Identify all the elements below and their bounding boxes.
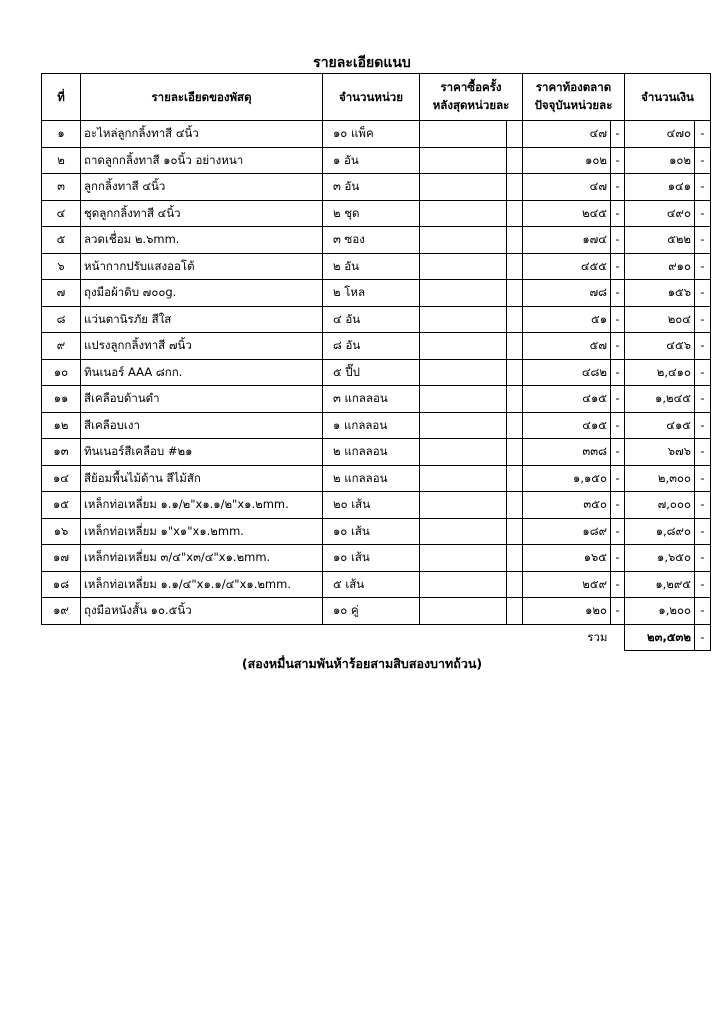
row-last-price [420,253,507,280]
row-amount: ๑๐๒ [625,147,695,174]
row-qty: ๑ อัน [323,147,420,174]
row-market-price-dash: - [611,333,625,360]
row-last-price-dash [507,518,523,545]
row-last-price [420,333,507,360]
row-desc: ลวดเชื่อม ๒.๖mm. [81,227,323,254]
row-qty: ๑๐ คู่ [323,598,420,625]
row-desc: ทินเนอร์ AAA ๘กก. [81,359,323,386]
row-amount: ๔๙๐ [625,200,695,227]
table-row [42,227,711,254]
row-last-price-dash [507,333,523,360]
row-market-price: ๕๑ [523,306,611,333]
row-market-price: ๔๑๕ [523,412,611,439]
row-amount: ๑,๖๕๐ [625,545,695,572]
row-desc: เหล็กท่อเหลี่ยม ๑.๑/๒"x๑.๑/๒"x๑.๒mm. [81,492,323,519]
row-last-price [420,359,507,386]
row-market-price-dash: - [611,306,625,333]
total-dash: - [695,624,711,651]
table-row [42,280,711,307]
row-last-price [420,412,507,439]
row-last-price-dash [507,545,523,572]
row-market-price: ๕๗ [523,333,611,360]
header-market-price-line2: ปัจจุบันหน่วยละ [534,98,613,112]
row-amount-dash: - [695,280,711,307]
row-qty: ๒ แกลลอน [323,439,420,466]
row-desc: แว่นตานิรภัย สีใส [81,306,323,333]
row-amount: ๗,๐๐๐ [625,492,695,519]
row-amount-dash: - [695,253,711,280]
row-amount: ๑๕๖ [625,280,695,307]
row-market-price-dash: - [611,359,625,386]
row-amount-dash: - [695,439,711,466]
row-last-price [420,439,507,466]
row-amount: ๑,๒๙๕ [625,571,695,598]
row-market-price: ๓๕๐ [523,492,611,519]
table-header-row [42,74,711,121]
row-amount: ๑,๒๔๕ [625,386,695,413]
row-market-price-dash: - [611,492,625,519]
row-market-price-dash: - [611,174,625,201]
table-row [42,121,711,148]
document-title: รายละเอียดแนบ [313,55,411,71]
row-no: ๒ [42,147,81,174]
row-amount: ๙๑๐ [625,253,695,280]
row-qty: ๔ อัน [323,306,420,333]
row-qty: ๒ โหล [323,280,420,307]
row-desc: สีย้อมพื้นไม้ด้าน สีไม้สัก [81,465,323,492]
row-desc: ชุดลูกกลิ้งทาสี ๔นิ้ว [81,200,323,227]
row-no: ๑๒ [42,412,81,439]
row-no: ๑๗ [42,545,81,572]
row-desc: หน้ากากปรับแสงออโต้ [81,253,323,280]
row-market-price-dash: - [611,545,625,572]
row-last-price [420,227,507,254]
row-market-price-dash: - [611,121,625,148]
header-no: ที่ [42,74,81,121]
row-market-price-dash: - [611,227,625,254]
row-qty: ๓ แกลลอน [323,386,420,413]
row-market-price: ๑๗๔ [523,227,611,254]
table-row [42,465,711,492]
row-qty: ๑ แกลลอน [323,412,420,439]
total-label: รวม [587,630,608,645]
table-row [42,174,711,201]
row-amount: ๒,๔๑๐ [625,359,695,386]
row-no: ๑๕ [42,492,81,519]
row-amount-dash: - [695,359,711,386]
row-desc: ทินเนอร์สีเคลือบ #๒๑ [81,439,323,466]
row-no: ๗ [42,280,81,307]
row-market-price: ๑๖๕ [523,545,611,572]
row-last-price-dash [507,280,523,307]
row-amount-dash: - [695,200,711,227]
table-body [42,121,711,625]
row-qty: ๕ เส้น [323,571,420,598]
row-last-price [420,571,507,598]
table-row [42,439,711,466]
row-qty: ๒ อัน [323,253,420,280]
row-amount: ๕๒๒ [625,227,695,254]
row-amount-dash: - [695,174,711,201]
total-row [42,624,711,651]
row-market-price: ๗๘ [523,280,611,307]
row-no: ๑๑ [42,386,81,413]
table-row [42,147,711,174]
row-market-price-dash: - [611,598,625,625]
row-desc: อะไหล่ลูกกลิ้งทาสี ๔นิ้ว [81,121,323,148]
row-last-price-dash [507,121,523,148]
header-market-price-line1: ราคาท้องตลาด [535,80,612,95]
row-desc: ถุงมือผ้าดิบ ๗๐๐g. [81,280,323,307]
header-qty: จำนวนหน่วย [323,74,420,121]
row-qty: ๘ อัน [323,333,420,360]
row-amount-dash: - [695,518,711,545]
header-desc: รายละเอียดของพัสดุ [81,74,323,121]
row-last-price-dash [507,386,523,413]
row-market-price-dash: - [611,253,625,280]
row-desc: ลูกกลิ้งทาสี ๔นิ้ว [81,174,323,201]
row-amount-dash: - [695,306,711,333]
row-last-price [420,121,507,148]
row-amount: ๔๑๕ [625,412,695,439]
table-row [42,571,711,598]
row-no: ๑๔ [42,465,81,492]
row-last-price [420,306,507,333]
row-qty: ๑๐ เส้น [323,518,420,545]
header-last-price-line1: ราคาซื้อครั้ง [440,80,502,95]
row-no: ๑๖ [42,518,81,545]
row-no: ๓ [42,174,81,201]
row-amount-dash: - [695,121,711,148]
amount-in-words: (สองหมื่นสามพันห้าร้อยสามสิบสองบาทถ้วน) [241,656,483,671]
row-amount: ๒,๓๐๐ [625,465,695,492]
row-market-price: ๔๗ [523,121,611,148]
table-row [42,359,711,386]
row-last-price-dash [507,492,523,519]
row-desc: ถุงมือหนังสั้น ๑๐.๕นิ้ว [81,598,323,625]
header-last-price [420,74,523,121]
row-desc: สีเคลือบเงา [81,412,323,439]
header-market-price [523,74,625,121]
row-last-price [420,147,507,174]
table-row [42,253,711,280]
row-desc: เหล็กท่อเหลี่ยม ๑"x๑"x๑.๒mm. [81,518,323,545]
row-market-price-dash: - [611,280,625,307]
row-market-price: ๔๕๕ [523,253,611,280]
row-no: ๑ [42,121,81,148]
row-no: ๕ [42,227,81,254]
row-amount-dash: - [695,571,711,598]
row-qty: ๑๐ เส้น [323,545,420,572]
row-qty: ๓ อัน [323,174,420,201]
row-amount: ๑๔๑ [625,174,695,201]
row-qty: ๒๐ เส้น [323,492,420,519]
row-last-price [420,518,507,545]
row-market-price: ๔๑๕ [523,386,611,413]
row-last-price [420,200,507,227]
row-no: ๑๘ [42,571,81,598]
row-desc: แปรงลูกกลิ้งทาสี ๗นิ้ว [81,333,323,360]
row-no: ๑๐ [42,359,81,386]
row-last-price [420,492,507,519]
row-last-price-dash [507,253,523,280]
table-row [42,545,711,572]
row-market-price: ๑,๑๕๐ [523,465,611,492]
row-market-price: ๔๘๒ [523,359,611,386]
total-value: ๒๓,๕๓๒ [625,624,695,651]
row-amount: ๑,๘๙๐ [625,518,695,545]
row-desc: สีเคลือบด้านดำ [81,386,323,413]
row-amount: ๑,๒๐๐ [625,598,695,625]
row-amount-dash: - [695,545,711,572]
row-market-price: ๓๓๘ [523,439,611,466]
row-market-price-dash: - [611,386,625,413]
row-desc: เหล็กท่อเหลี่ยม ๓/๔"x๓/๔"x๑.๒mm. [81,545,323,572]
row-market-price: ๑๐๒ [523,147,611,174]
table-row [42,598,711,625]
row-amount-dash: - [695,147,711,174]
row-market-price: ๒๕๙ [523,571,611,598]
row-last-price [420,280,507,307]
row-no: ๔ [42,200,81,227]
row-amount-dash: - [695,465,711,492]
row-last-price [420,598,507,625]
row-amount-dash: - [695,412,711,439]
row-market-price-dash: - [611,200,625,227]
row-qty: ๒ ชุด [323,200,420,227]
row-amount-dash: - [695,227,711,254]
row-qty: ๕ ปี๊ป [323,359,420,386]
row-desc: ถาดลูกกลิ้งทาสี ๑๐นิ้ว อย่างหนา [81,147,323,174]
row-amount: ๒๐๔ [625,306,695,333]
row-desc: เหล็กท่อเหลี่ยม ๑.๑/๔"x๑.๑/๔"x๑.๒mm. [81,571,323,598]
row-no: ๖ [42,253,81,280]
row-market-price: ๒๔๕ [523,200,611,227]
row-last-price-dash [507,598,523,625]
row-qty: ๑๐ แพ็ค [323,121,420,148]
row-market-price-dash: - [611,465,625,492]
table-row [42,386,711,413]
table-row [42,306,711,333]
items-table [41,73,711,651]
row-market-price: ๑๒๐ [523,598,611,625]
row-market-price-dash: - [611,571,625,598]
table-row [42,412,711,439]
row-last-price-dash [507,147,523,174]
row-qty: ๓ ซอง [323,227,420,254]
row-last-price-dash [507,439,523,466]
row-last-price [420,545,507,572]
row-market-price-dash: - [611,147,625,174]
table-row [42,492,711,519]
row-last-price-dash [507,412,523,439]
row-amount: ๔๕๖ [625,333,695,360]
row-amount: ๔๗๐ [625,121,695,148]
row-last-price [420,386,507,413]
header-last-price-line2: หลังสุดหน่วยละ [432,98,510,112]
row-market-price: ๑๘๙ [523,518,611,545]
row-no: ๑๙ [42,598,81,625]
row-amount-dash: - [695,386,711,413]
row-no: ๑๓ [42,439,81,466]
row-no: ๙ [42,333,81,360]
row-amount-dash: - [695,492,711,519]
row-last-price-dash [507,306,523,333]
row-last-price [420,174,507,201]
table-row [42,333,711,360]
row-last-price-dash [507,174,523,201]
row-no: ๘ [42,306,81,333]
row-last-price-dash [507,465,523,492]
row-market-price-dash: - [611,439,625,466]
header-amount: จำนวนเงิน [625,74,711,121]
row-last-price-dash [507,200,523,227]
table-row [42,518,711,545]
table-row [42,200,711,227]
row-amount-dash: - [695,598,711,625]
row-last-price [420,465,507,492]
row-market-price-dash: - [611,518,625,545]
row-last-price-dash [507,359,523,386]
row-amount-dash: - [695,333,711,360]
row-qty: ๒ แกลลอน [323,465,420,492]
row-last-price-dash [507,571,523,598]
row-last-price-dash [507,227,523,254]
row-amount: ๖๗๖ [625,439,695,466]
row-market-price: ๔๗ [523,174,611,201]
row-market-price-dash: - [611,412,625,439]
